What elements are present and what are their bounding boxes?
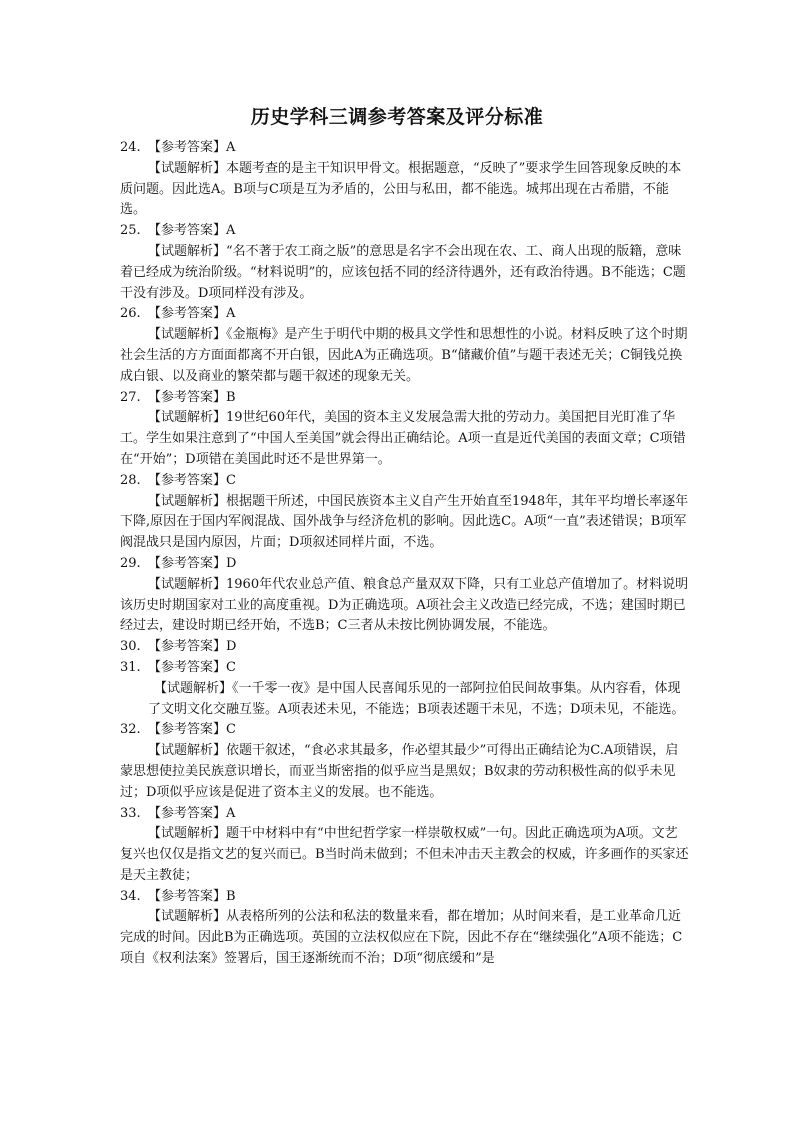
- reference-answer: 【参考答案】A: [148, 223, 236, 239]
- answer-line-32: [120, 720, 690, 741]
- explanation-33: 【试题解析】题干中材料中有“中世纪哲学家一样崇敬权威”一句。因此正确选项为A项。文艺复兴也仅仅是指文艺的复兴而已。B当时尚未做到；不但未冲击天主教会的权威，许多画作的买家还是天主教徒；: [120, 826, 689, 883]
- reference-answer: 【参考答案】B: [148, 389, 236, 405]
- explanation-32: 【试题解析】依题干叙述，“食必求其最多，作必望其最少”可得出正确结论为C.A项错误，启蒙思想使拉美民族意识增长，而亚当斯密指的似乎应当是黑奴；B奴隶的劳动积极性高的似乎未见过；D项似乎应该是促进了资本主义的发展。也不能选。: [120, 743, 679, 800]
- question-number: 34.: [120, 888, 141, 904]
- explanation-26: 【试题解析】《金瓶梅》是产生于明代中期的极具文学性和思想性的小说。材料反映了这个时期社会生活的方方面面都离不开白银，因此A为正确选项。B“储藏价值”与题干表述无关；C铜钱兑换成白银、以及商业的繁荣都与题干叙述的现象无关。: [120, 327, 688, 384]
- question-number: 24.: [120, 140, 141, 155]
- question-number: 31.: [120, 659, 141, 675]
- reference-answer: 【参考答案】D: [148, 639, 237, 655]
- answer-line-27: [120, 388, 690, 409]
- reference-answer: 【参考答案】C: [148, 722, 236, 738]
- explanation-28: 【试题解析】根据题干所述，中国民族资本主义自产生开始直至1948年，其年平均增长率逐年下降,原因在于国内军阀混战、国外战争与经济危机的影响。因此选C。A项“一直”表述错误；B项军阀混战只是国内原因，片面；D项叙述同样片面，不选。: [120, 493, 689, 551]
- question-number: 32.: [120, 722, 141, 738]
- answer-line-28: [120, 471, 690, 492]
- question-number: 29.: [120, 555, 141, 571]
- reference-answer: 【参考答案】D: [148, 555, 237, 571]
- reference-answer: 【参考答案】C: [148, 659, 236, 675]
- question-number: 28.: [120, 472, 141, 488]
- reference-answer: 【参考答案】A: [148, 805, 236, 821]
- question-number: 33.: [120, 805, 141, 821]
- document-title: 历史学科三调参考答案及评分标准: [250, 106, 544, 128]
- reference-answer: 【参考答案】A: [148, 306, 236, 322]
- answer-list: [120, 138, 690, 970]
- question-number: 30.: [120, 639, 141, 655]
- reference-answer: 【参考答案】B: [148, 888, 236, 904]
- explanation-25: 【试题解析】“名不著于农工商之版”的意思是名字不会出现在农、工、商人出现的版籍，意味着已经成为统治阶级。“材料说明”的，应该包括不同的经济待遇外，还有政治待遇。B不能选；C题干没有涉及。D项同样没有涉及。: [120, 243, 686, 301]
- answer-line-29: [120, 554, 690, 575]
- explanation-29: 【试题解析】1960年代农业总产值、粮食总产量双双下降，只有工业总产值增加了。材料说明该历史时期国家对工业的高度重视。D为正确选项。A项社会主义改造已经完成，不选；建国时期已经过去，建设时期已经开始，不选B；C三者从未按比例协调发展，不能选。: [120, 576, 689, 634]
- answer-line-24: [120, 138, 690, 159]
- answer-line-31: [120, 658, 690, 679]
- answer-line-26: [120, 304, 690, 325]
- answer-line-30: [120, 637, 690, 658]
- explanation-27: 【试题解析】19世纪60年代，美国的资本主义发展急需大批的劳动力。美国把目光盯准了华工。学生如果注意到了“中国人至美国”就会得出正确结论。A项一直是近代美国的表面文章；C项错在“开始”；D项错在美国此时还不是世界第一。: [120, 410, 686, 467]
- answer-line-33: [120, 804, 690, 825]
- reference-answer: 【参考答案】C: [148, 472, 236, 488]
- question-number: 27.: [120, 389, 141, 405]
- question-number: 26.: [120, 306, 141, 322]
- answer-line-25: [120, 221, 690, 242]
- explanation-24: 【试题解析】本题考查的是主干知识甲骨文。根据题意，“反映了”要求学生回答现象反映的本质问题。因此选A。B项与C项是互为矛盾的，公田与私田，都不能选。城邦出现在古希腊，不能选。: [120, 160, 682, 218]
- reference-answer: 【参考答案】A: [148, 140, 236, 155]
- question-number: 25.: [120, 223, 141, 239]
- answer-line-34: [120, 887, 690, 908]
- explanation-31: 【试题解析】《一千零一夜》是中国人民喜闻乐见的一部阿拉伯民间故事集。从内容看，体现了文明文化交融互鉴。A项表述未见，不能选；B项表述题干未见，不选；D项未见，不能选。: [148, 680, 685, 717]
- explanation-34: 【试题解析】从表格所列的公法和私法的数量来看，都在增加；从时间来看，是工业革命几近完成的时间。因此B为正确选项。英国的立法权似应在下院，因此不存在“继续强化”A项不能选；C项自《权利法案》签署后，国王逐渐统而不治；D项“彻底缓和”是: [120, 909, 683, 967]
